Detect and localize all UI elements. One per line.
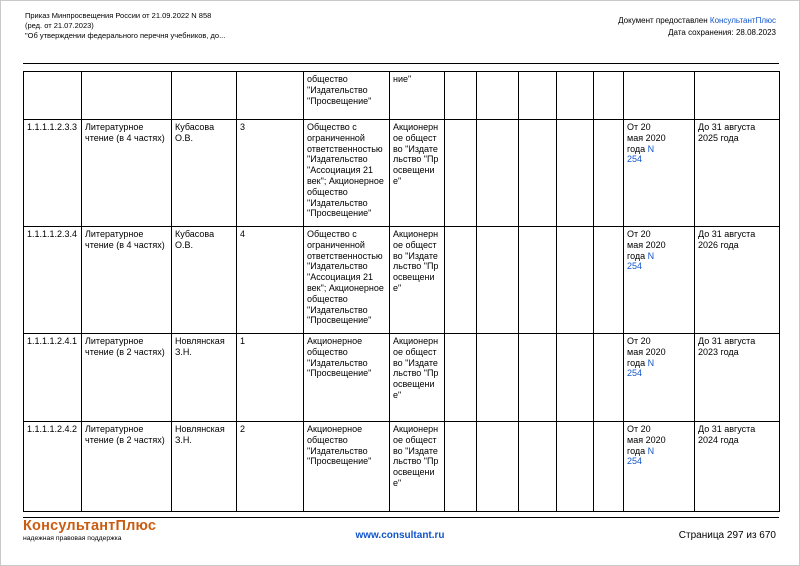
cell-empty [557, 227, 594, 334]
cell-empty [594, 227, 624, 334]
cell-title: Литературное чтение (в 2 частях) [82, 334, 172, 422]
table-row [24, 422, 780, 512]
cell-publisher2-continued: ние" [390, 72, 445, 120]
cell-empty [594, 72, 624, 120]
cell-empty [477, 227, 519, 334]
cell-publisher2: Акционерное общество "Издательство "Просвещение" [390, 120, 445, 227]
cell-number: 1.1.1.1.2.3.4 [24, 227, 82, 334]
cell-number: 1.1.1.1.2.3.3 [24, 120, 82, 227]
header-divider [23, 63, 779, 64]
cell-empty [519, 72, 557, 120]
cell-empty [557, 120, 594, 227]
order-date: От 20 мая 2020 года [627, 336, 666, 368]
cell-title: Литературное чтение (в 4 частях) [82, 120, 172, 227]
cell-publisher: Общество с ограниченной ответственностью "Издательство "Ассоциация 21 век"; Акционерное общество "Издательство "Просвещение" [304, 120, 390, 227]
cell-empty [557, 72, 594, 120]
cell-grade: 4 [237, 227, 304, 334]
cell-publisher-continued: общество "Издательство "Просвещение" [304, 72, 390, 120]
cell-empty [519, 422, 557, 512]
cell-valid-until: До 31 августа 2025 года [695, 120, 780, 227]
cell-title: Литературное чтение (в 4 частях) [82, 227, 172, 334]
cell-empty [445, 227, 477, 334]
cell-empty [445, 120, 477, 227]
cell-empty [477, 334, 519, 422]
cell-publisher2: Акционерное общество "Издательство "Просвещение" [390, 334, 445, 422]
cell-grade: 3 [237, 120, 304, 227]
table-row [24, 120, 780, 227]
saved-date-label: Дата сохранения: 28.08.2023 [668, 28, 776, 37]
cell-publisher: Акционерное общество "Издательство "Просвещение" [304, 422, 390, 512]
document-header-right [618, 15, 776, 39]
table-row [24, 334, 780, 422]
cell-empty [445, 422, 477, 512]
cell-empty [557, 422, 594, 512]
order-number-link[interactable]: N 254 [627, 445, 655, 467]
doc-title-line1: Приказ Минпросвещения России от 21.09.2022 N 858 [25, 11, 212, 20]
cell-order [624, 334, 695, 422]
logo-tagline: надежная правовая поддержка [23, 535, 122, 542]
cell-empty [624, 72, 695, 120]
cell-valid-until: До 31 августа 2026 года [695, 227, 780, 334]
cell-empty [695, 72, 780, 120]
cell-empty [477, 72, 519, 120]
cell-empty [477, 120, 519, 227]
logo-text: КонсультантПлюс [23, 518, 157, 534]
cell-empty [445, 72, 477, 120]
cell-empty [172, 72, 237, 120]
cell-order [624, 422, 695, 512]
textbooks-table [23, 71, 780, 512]
cell-publisher2: Акционерное общество "Издательство "Просвещение" [390, 227, 445, 334]
cell-empty [594, 334, 624, 422]
table-row [24, 227, 780, 334]
order-date: От 20 мая 2020 года [627, 424, 666, 456]
order-number-link[interactable]: N 254 [627, 143, 655, 165]
cell-empty [445, 334, 477, 422]
cell-author: Новлянская З.Н. [172, 334, 237, 422]
cell-empty [477, 422, 519, 512]
cell-grade: 1 [237, 334, 304, 422]
cell-publisher2: Акционерное общество "Издательство "Просвещение" [390, 422, 445, 512]
cell-valid-until: До 31 августа 2023 года [695, 334, 780, 422]
doc-title-line2: (ред. от 21.07.2023) [25, 21, 94, 31]
cell-order [624, 227, 695, 334]
cell-empty [519, 120, 557, 227]
provided-line [618, 15, 776, 27]
cell-author: Новлянская З.Н. [172, 422, 237, 512]
consultant-website-link[interactable]: www.consultant.ru [355, 530, 445, 541]
table-row-partial [24, 72, 780, 120]
cell-publisher: Общество с ограниченной ответственностью "Издательство "Ассоциация 21 век"; Акционерное общество "Издательство "Просвещение" [304, 227, 390, 334]
cell-number: 1.1.1.1.2.4.2 [24, 422, 82, 512]
cell-empty [557, 334, 594, 422]
document-header-left [25, 11, 225, 41]
cell-author: Кубасова О.В. [172, 227, 237, 334]
cell-grade: 2 [237, 422, 304, 512]
cell-author: Кубасова О.В. [172, 120, 237, 227]
order-number-link[interactable]: N 254 [627, 357, 655, 379]
provided-label: Документ предоставлен [618, 16, 708, 25]
cell-empty [594, 120, 624, 227]
cell-empty [237, 72, 304, 120]
cell-empty [519, 334, 557, 422]
order-date: От 20 мая 2020 года [627, 122, 666, 154]
order-date: От 20 мая 2020 года [627, 229, 666, 261]
page-counter: Страница 297 из 670 [678, 530, 776, 541]
cell-empty [24, 72, 82, 120]
cell-empty [519, 227, 557, 334]
cell-valid-until: До 31 августа 2024 года [695, 422, 780, 512]
consultantplus-header-link[interactable]: КонсультантПлюс [709, 16, 776, 25]
doc-title-line3: "Об утверждении федерального перечня учебников, до... [25, 31, 226, 41]
cell-empty [82, 72, 172, 120]
cell-number: 1.1.1.1.2.4.1 [24, 334, 82, 422]
cell-title: Литературное чтение (в 2 частях) [82, 422, 172, 512]
cell-publisher: Акционерное общество "Издательство "Просвещение" [304, 334, 390, 422]
cell-order [624, 120, 695, 227]
order-number-link[interactable]: N 254 [627, 250, 655, 272]
cell-empty [594, 422, 624, 512]
